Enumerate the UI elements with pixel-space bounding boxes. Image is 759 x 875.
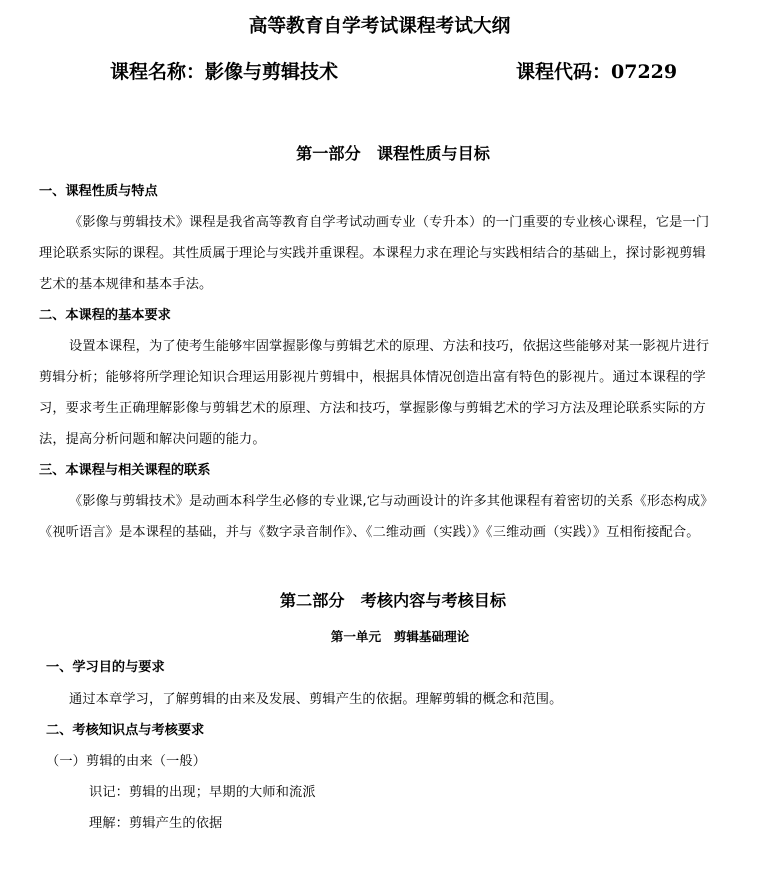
part1-section1-line-3: 艺术的基本规律和基本手法。 (39, 277, 213, 292)
part1-section2-heading: 二、本课程的基本要求 (39, 308, 171, 323)
unit1-item1-understand: 理解：剪辑产生的依据 (89, 816, 223, 831)
part1-section3-line-2: 《视听语言》是本课程的基础，并与《数字录音制作》、《二维动画（实践）》《三维动画（实践）》互相衔接配合。 (39, 525, 700, 540)
course-code: 课程代码：07229 (516, 61, 678, 83)
part1-section3-line-1: 《影像与剪辑技术》是动画本科学生必修的专业课,它与动画设计的许多其他课程有着密切的关系《形态构成》 (69, 494, 714, 509)
part1-section2-line-2: 剪辑分析；能够将所学理论知识合理运用影视片剪辑中，根据具体情况创造出富有特色的影视片。通过本课程的学 (39, 370, 706, 385)
unit1-item1-recall: 识记：剪辑的出现；早期的大师和流派 (89, 785, 316, 800)
unit1-section1-line-1: 通过本章学习，了解剪辑的由来及发展、剪辑产生的依据。理解剪辑的概念和范围。 (69, 692, 563, 707)
unit1-title: 第一单元 剪辑基础理论 (330, 629, 470, 644)
unit1-section1-heading: 一、学习目的与要求 (46, 660, 165, 675)
part1-section2-line-3: 习，要求考生正确理解影像与剪辑艺术的原理、方法和技巧，掌握影像与剪辑艺术的学习方法及理论联系实际的方 (39, 401, 706, 416)
part2-title: 第二部分 考核内容与考核目标 (279, 591, 507, 610)
part1-section1-line-2: 理论联系实际的课程。其性质属于理论与实践并重课程。本课程力求在理论与实践相结合的基础上，探讨影视剪辑 (39, 246, 706, 261)
unit1-section2-heading: 二、考核知识点与考核要求 (46, 723, 205, 738)
document-title: 高等教育自学考试课程考试大纲 (248, 15, 511, 37)
course-name: 课程名称：影像与剪辑技术 (110, 61, 339, 83)
part1-section3-heading: 三、本课程与相关课程的联系 (39, 463, 211, 478)
part1-section1-heading: 一、课程性质与特点 (39, 184, 158, 199)
part1-title: 第一部分 课程性质与目标 (296, 144, 490, 163)
part1-section2-line-1: 设置本课程，为了使考生能够牢固掌握影像与剪辑艺术的原理、方法和技巧，依据这些能够对某一影视片进行 (69, 339, 710, 354)
unit1-item1-label: （一）剪辑的由来（一般） (46, 754, 207, 769)
part1-section2-line-4: 法，提高分析问题和解决问题的能力。 (39, 432, 266, 447)
part1-section1-line-1: 《影像与剪辑技术》课程是我省高等教育自学考试动画专业（专升本）的一门重要的专业核心课程，它是一门 (69, 215, 710, 230)
